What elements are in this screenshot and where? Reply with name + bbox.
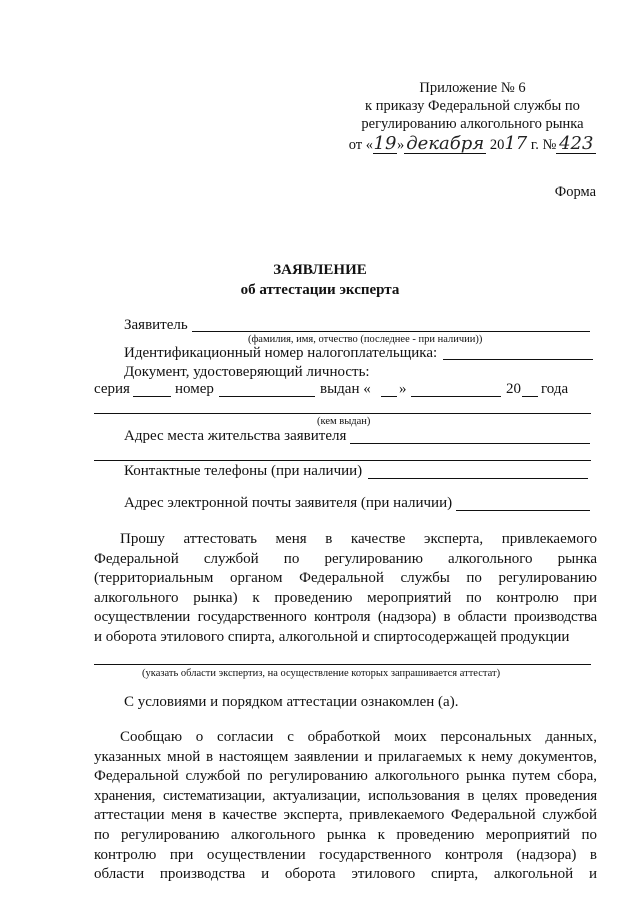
consent-line: аттестации меня в качестве эксперта, привлекаемого Федеральной службой: [94, 807, 597, 824]
appendix-line-1: Приложение № 6: [419, 80, 526, 96]
address-field[interactable]: [350, 443, 590, 444]
consent-line: контролю при осуществлении государственного контроля (надзора) в: [94, 846, 597, 863]
phones-field[interactable]: [368, 478, 588, 479]
appendix-line-2: к приказу Федеральной службы по: [365, 98, 580, 114]
appendix-line-3: регулированию алкогольного рынка: [361, 116, 584, 132]
applicant-label: Заявитель: [124, 317, 188, 333]
order-number-label: г. №: [530, 137, 557, 153]
email-field[interactable]: [456, 510, 590, 511]
doc-number-label: номер: [175, 381, 214, 397]
phones-label: Контактные телефоны (при наличии): [124, 463, 363, 479]
issued-year-prefix: 20: [506, 381, 521, 397]
applicant-hint: (фамилия, имя, отчество (последнее - при наличии)): [248, 334, 483, 345]
date-year-prefix: 20: [489, 137, 505, 153]
consent-line: по регулированию алкогольного рынка к проведению мероприятий по: [94, 826, 597, 843]
request-line: алкогольного рынка) к проведению мероприятий по контролю при: [94, 589, 597, 606]
appendix-block: [345, 79, 600, 154]
expertise-areas-hint: (указать области экспертиз, на осуществление которых запрашивается аттестат): [142, 668, 501, 679]
consent-paragraph: [94, 728, 597, 885]
applicant-field[interactable]: [192, 331, 590, 332]
order-number-handwritten: 423: [556, 135, 596, 154]
inn-field[interactable]: [443, 359, 593, 360]
address-field-line-2[interactable]: [94, 460, 591, 461]
document-title: ЗАЯВЛЕНИЕ: [273, 262, 367, 278]
address-label: Адрес места жительства заявителя: [124, 428, 347, 444]
appendix-date-line: [345, 135, 600, 154]
date-month-handwritten: декабря: [404, 135, 486, 154]
issued-day-field[interactable]: [381, 396, 397, 397]
request-line: осуществлении государственного контроля (надзора) в области производства: [94, 609, 597, 626]
request-line: и оборота этилового спирта, алкогольной и спиртосодержащей продукции: [94, 628, 570, 645]
consent-line: Федеральной службой по регулированию алкогольного рынка путем сбора,: [94, 768, 597, 785]
issued-label: выдан «: [320, 381, 371, 397]
consent-line: области производства и оборота этилового спирта, алкогольной и: [94, 866, 597, 883]
date-prefix: от «: [348, 137, 373, 153]
year-word: года: [541, 381, 569, 397]
date-mid: »: [396, 137, 405, 153]
document-subtitle: об аттестации эксперта: [240, 282, 400, 298]
consent-line: указанных мной в настоящем заявлении и прилагаемых к нему документов,: [94, 748, 597, 765]
acknowledgement-text: С условиями и порядком аттестации ознакомлен (а).: [124, 694, 459, 710]
request-line: Прошу аттестовать меня в качестве эксперта, привлекаемого: [120, 531, 597, 547]
issued-month-field[interactable]: [411, 396, 501, 397]
issued-by-field[interactable]: [94, 413, 591, 414]
request-line: (территориальным органом Федеральной службы по регулированию: [94, 570, 597, 587]
id-document-label: Документ, удостоверяющий личность:: [124, 364, 370, 380]
doc-number-field[interactable]: [219, 396, 315, 397]
consent-line: Сообщаю о согласии с обработкой моих персональных данных,: [120, 729, 597, 745]
email-label: Адрес электронной почты заявителя (при наличии): [124, 495, 453, 511]
issued-mid: »: [399, 381, 407, 397]
request-line: Федеральной службой по регулированию алкогольного рынка: [94, 550, 597, 567]
consent-line: хранения, систематизации, актуализации, использования в целях проведения: [94, 787, 597, 804]
form-label: Форма: [554, 184, 596, 200]
issued-by-hint: (кем выдан): [317, 416, 371, 427]
series-label: серия: [94, 381, 130, 397]
expertise-areas-field[interactable]: [94, 664, 591, 665]
series-field[interactable]: [133, 396, 171, 397]
date-day-handwritten: 19: [373, 133, 397, 154]
issued-year-field[interactable]: [522, 396, 538, 397]
request-paragraph: [94, 530, 597, 648]
date-year-handwritten: 17: [504, 133, 528, 154]
inn-label: Идентификационный номер налогоплательщика:: [124, 345, 438, 361]
